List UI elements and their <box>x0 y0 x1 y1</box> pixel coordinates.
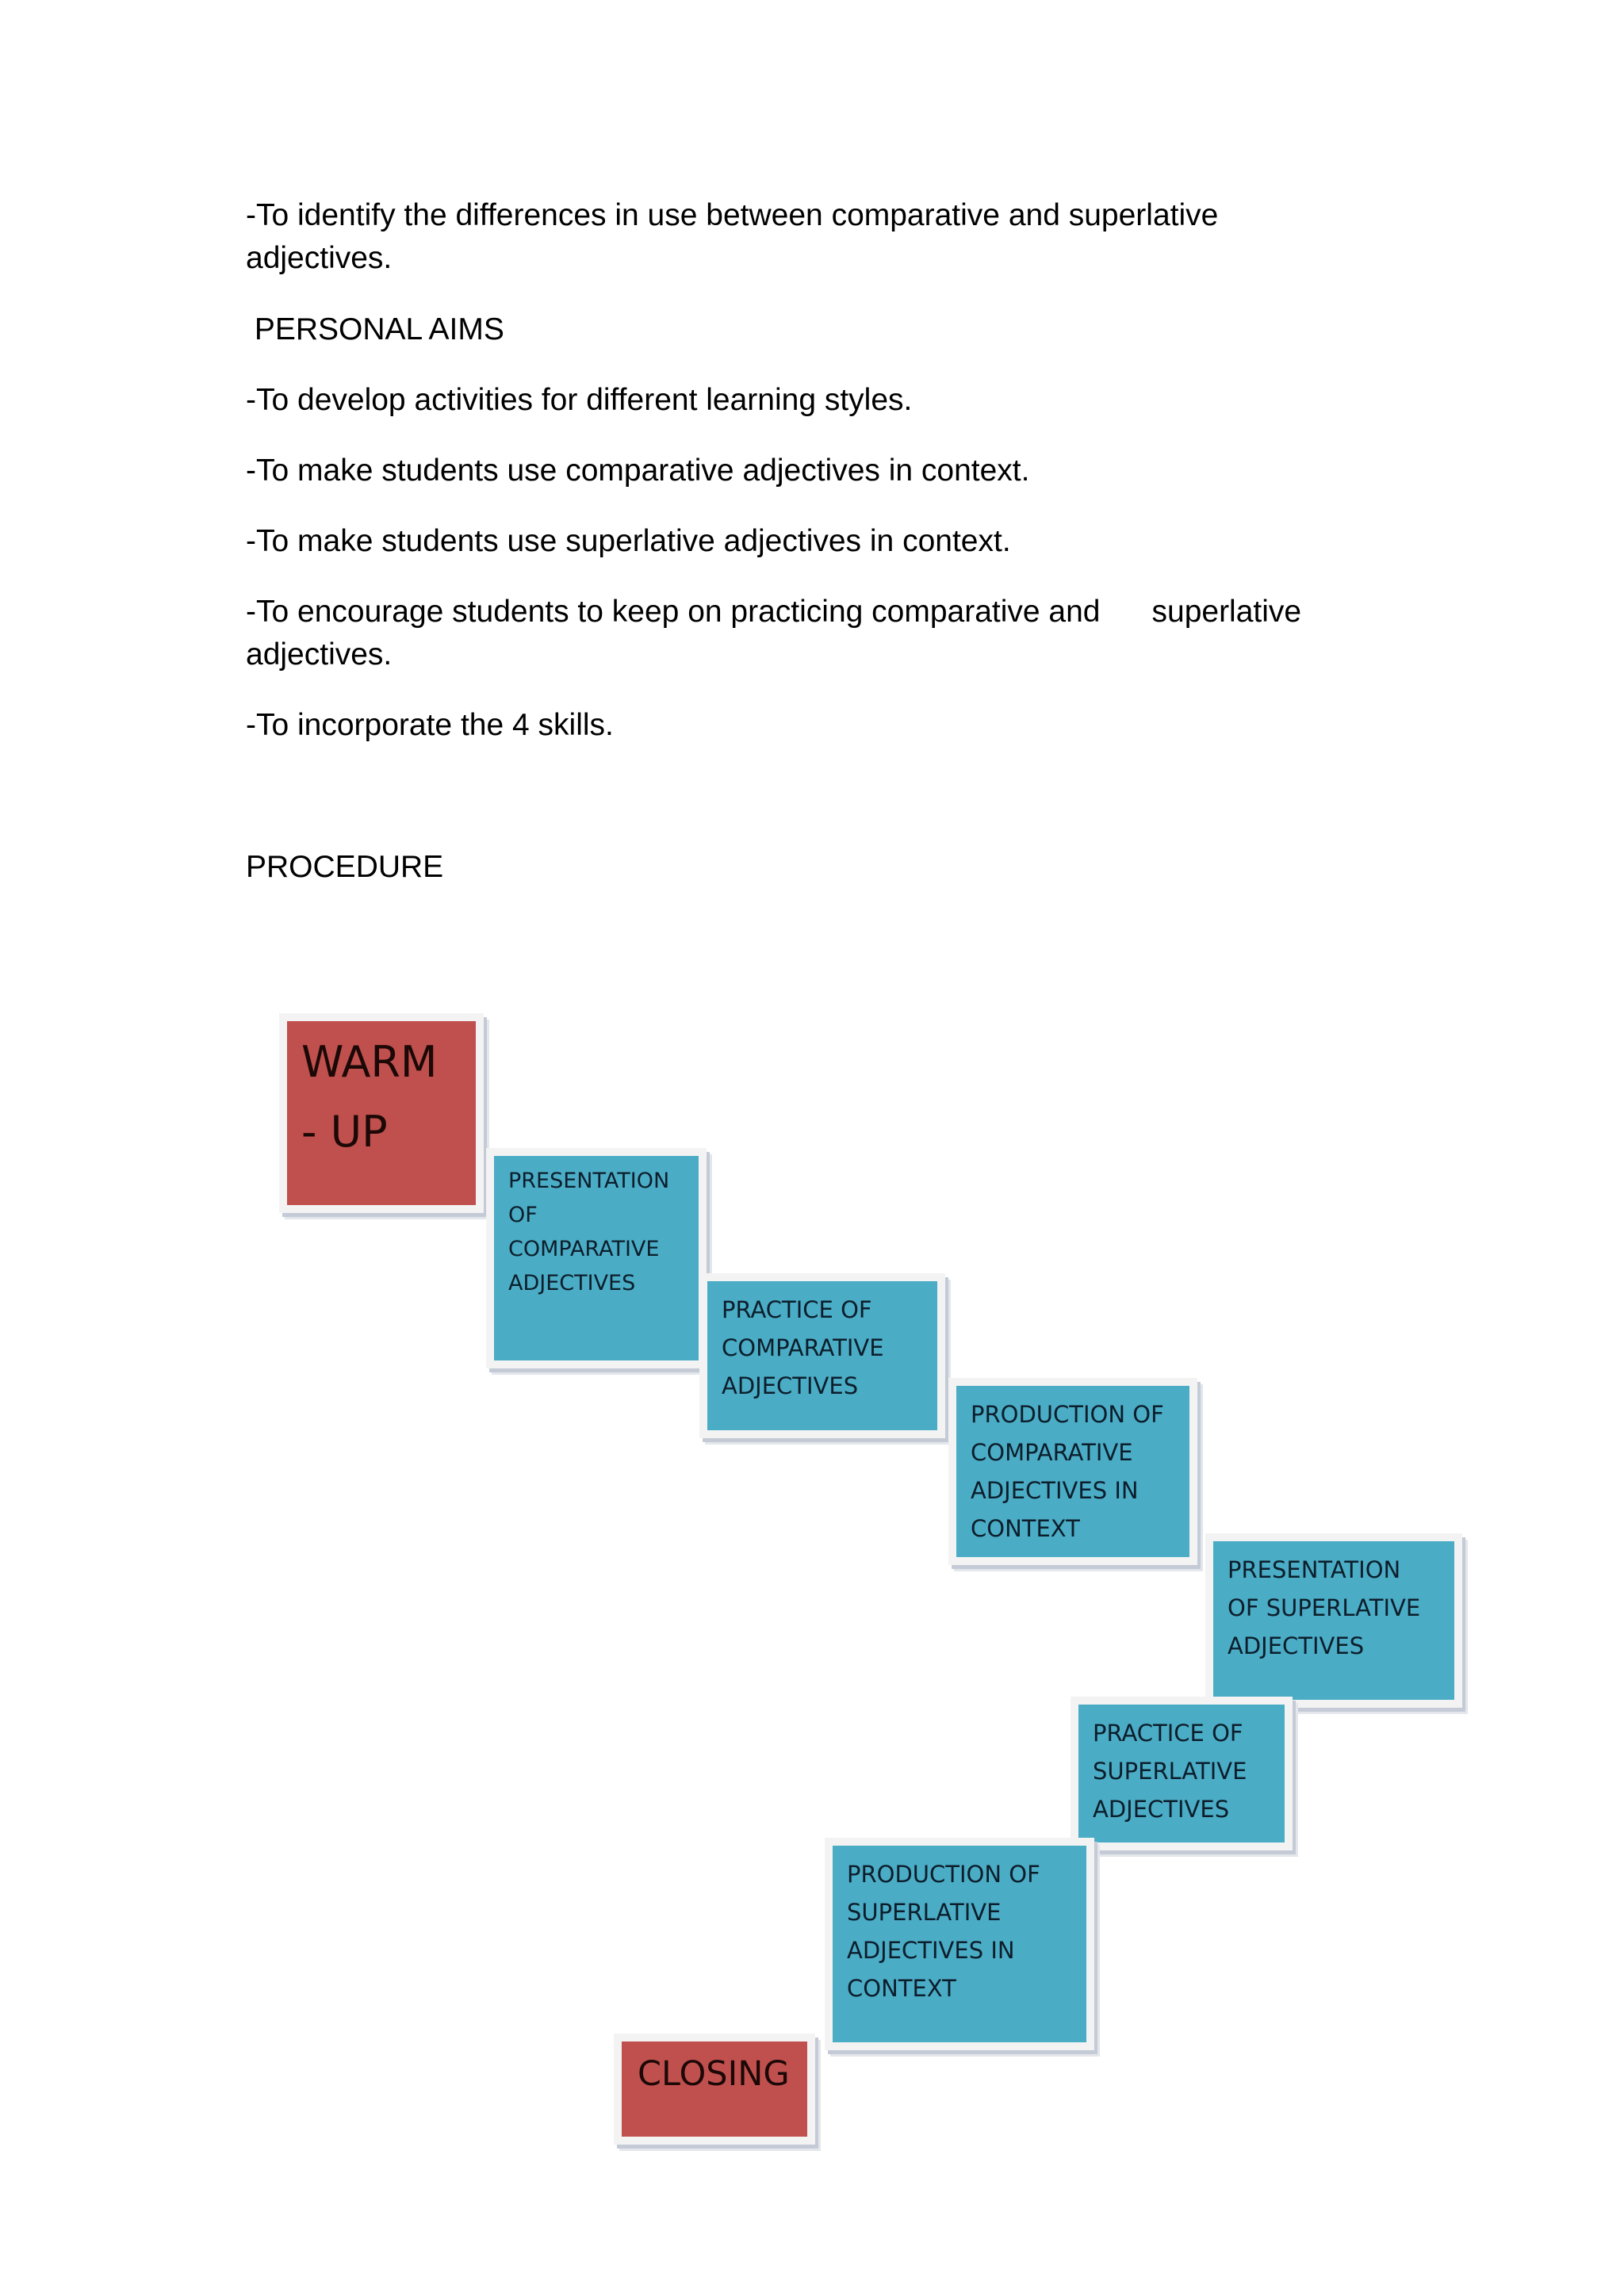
step-presentation-superlative: PRESENTATION OF SUPERLATIVE ADJECTIVES <box>1205 1533 1462 1708</box>
aim-item-5: -To incorporate the 4 skills. <box>246 708 614 742</box>
aim-item-3: -To make students use superlative adjectives in context. <box>246 524 1011 558</box>
procedure-heading: PROCEDURE <box>246 850 444 884</box>
personal-aims-heading: PERSONAL AIMS <box>246 312 504 346</box>
step-closing: CLOSING <box>614 2034 815 2145</box>
step-presentation-comparative: PRESENTATION OF COMPARATIVE ADJECTIVES <box>486 1148 707 1368</box>
aim-item-4: -To encourage students to keep on practicing comparative and superlative <box>246 595 1302 629</box>
aim-line-1: -To identify the differences in use between comparative and superlative <box>246 198 1219 232</box>
step-practice-superlative: PRACTICE OF SUPERLATIVE ADJECTIVES <box>1071 1697 1293 1850</box>
aim-item-1: -To develop activities for different learning styles. <box>246 383 913 417</box>
step-practice-comparative: PRACTICE OF COMPARATIVE ADJECTIVES <box>699 1273 945 1438</box>
aim-item-2: -To make students use comparative adjectives in context. <box>246 453 1030 488</box>
step-production-comparative: PRODUCTION OF COMPARATIVE ADJECTIVES IN CONTEXT <box>948 1378 1197 1565</box>
aim-item-4-continued: adjectives. <box>246 637 393 672</box>
aim-line-1-continued: adjectives. <box>246 241 393 275</box>
step-warm-up: WARM - UP <box>279 1013 484 1213</box>
step-production-superlative: PRODUCTION OF SUPERLATIVE ADJECTIVES IN CONTEXT <box>825 1838 1094 2050</box>
